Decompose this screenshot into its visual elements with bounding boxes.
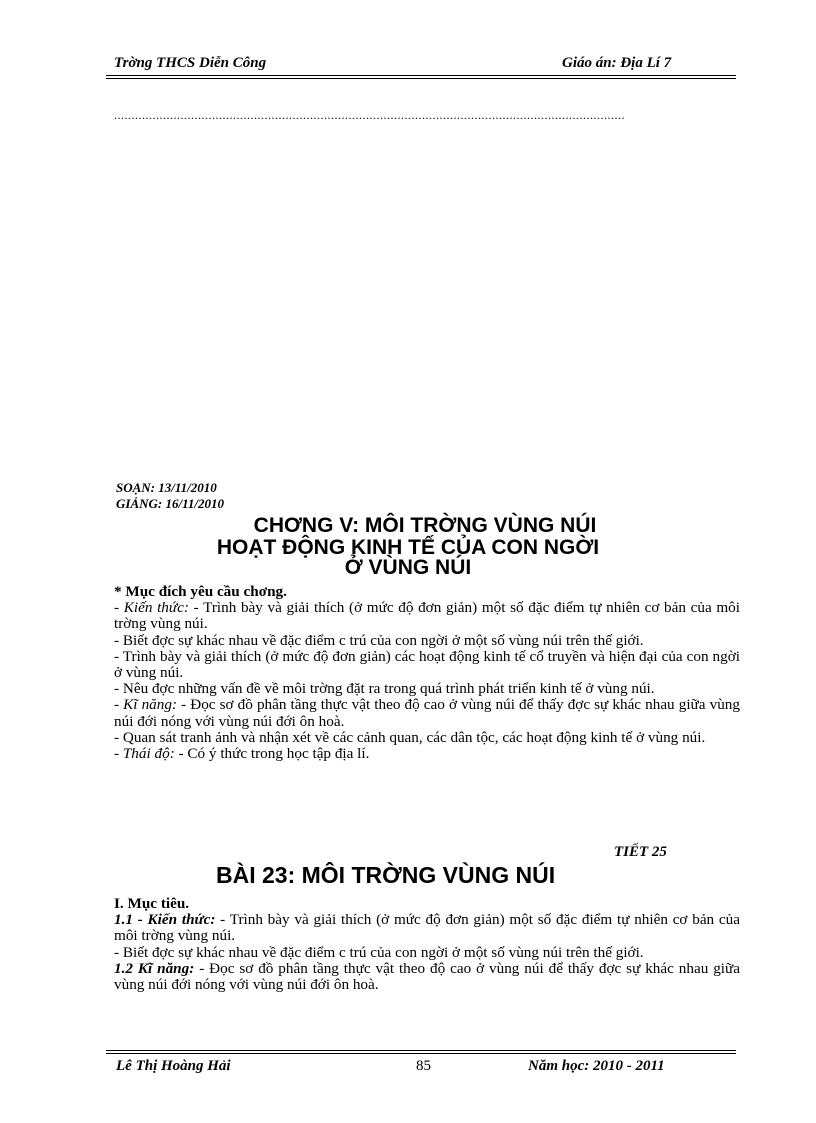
attitude-text: - Có ý thức trong học tập địa lí. (174, 745, 370, 763)
dotted-line: .................................................................................................................................................. (114, 108, 625, 122)
header-rule-bottom (106, 78, 736, 79)
objectives-skills-label: 1.2 Kĩ năng: (114, 959, 195, 977)
goals-item-4: - Nêu đợc những vấn đề về môi trờng đặt ra trong quá trình phát triển kinh tế ở vùng núi. (114, 680, 655, 698)
skills-text: - Đọc sơ đồ phân tầng thực vật theo độ cao ở vùng núi để thấy đợc sự khác nhau giữa vùng núi đới nóng với vùng núi đới ôn hoà. (114, 696, 740, 730)
objectives-knowledge-text: - Trình bày và giải thích (ở mức độ đơn giản) một số đặc điểm tự nhiên cơ bản của môi trờng vùng núi. (114, 911, 740, 945)
objectives (114, 896, 740, 993)
objectives-skills (114, 961, 740, 993)
objectives-knowledge (114, 912, 740, 944)
goals-item-2: - Biết đợc sự khác nhau về đặc điểm c trú của con ngời ở một số vùng núi trên thế giới. (114, 631, 644, 649)
goals-heading: * Mục đích yêu cầu chơng. (114, 583, 287, 600)
chapter-title-line2: HOẠT ĐỘNG KINH TẾ CỦA CON NGỜI (216, 536, 600, 559)
goals-skills (114, 697, 740, 729)
objectives-item-2: - Biết đợc sự khác nhau về đặc điểm c trú của con ngời ở một số vùng núi trên thế giới. (114, 943, 644, 961)
footer-rule-bottom (106, 1053, 736, 1054)
chapter-goals (114, 584, 740, 762)
knowledge-text: - Trình bày và giải thích (ở mức độ đơn giản) một số đặc điểm tự nhiên cơ bản của môi trờng vùng núi. (114, 599, 740, 633)
lesson-period: TIẾT 25 (614, 844, 667, 860)
goals-knowledge (114, 600, 740, 632)
header-subject: Giáo án: Địa Lí 7 (562, 55, 672, 71)
date-soan: SOẠN: 13/11/2010 (116, 480, 217, 495)
goals-attitude (114, 746, 740, 762)
footer-year: Năm học: 2010 - 2011 (528, 1058, 665, 1074)
objectives-heading: I. Mục tiêu. (114, 895, 190, 912)
objectives-skills-text: - Đọc sơ đồ phân tầng thực vật theo độ cao ở vùng núi để thấy đợc sự khác nhau giữa vùng núi đới nóng với vùng núi đới ôn hoà. (114, 959, 740, 994)
goals-item-3: - Trình bày và giải thích (ở mức độ đơn giản) các hoạt động kinh tế cổ truyền và hiện đại của con ngời ở vùng núi. (114, 647, 740, 682)
footer-rule-top (106, 1050, 736, 1051)
chapter-title-line1: CHƠNG V: MÔI TRỜNG VÙNG NÚI (253, 514, 597, 537)
attitude-label: - Thái độ: (114, 745, 175, 763)
page-number: 85 (416, 1058, 431, 1074)
knowledge-label: - Kiến thức: (114, 599, 189, 617)
lesson-title: BÀI 23: MÔI TRỜNG VÙNG NÚI (216, 862, 556, 888)
objectives-knowledge-label: 1.1 - Kiến thức: (114, 911, 216, 929)
skills-label: - Kĩ năng: (114, 696, 178, 714)
chapter-title-line3: Ở VÙNG NÚI (344, 556, 472, 579)
footer-author: Lê Thị Hoàng Hải (116, 1058, 231, 1074)
header-rule-top (106, 75, 736, 76)
date-giang: GIẢNG: 16/11/2010 (116, 496, 224, 511)
header-school: Trờng THCS Diễn Công (114, 55, 267, 71)
goals-item-6: - Quan sát tranh ảnh và nhận xét về các cảnh quan, các dân tộc, các hoạt động kinh tế ở vùng núi. (114, 728, 706, 746)
